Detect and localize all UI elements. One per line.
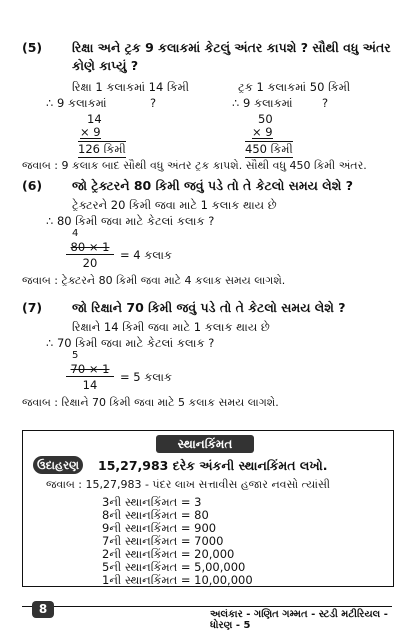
q6-therefore: ∴ 80 કિમી જવા માટે કેટલાં કલાક ? <box>46 214 215 228</box>
place-value-row: 2ની સ્થાનકિંમત = 20,000 <box>102 547 235 561</box>
place-value-row: 1ની સ્થાનકિંમત = 10,00,000 <box>102 573 253 587</box>
place-value-row: 8ની સ્થાનકિંમત = 80 <box>102 508 209 522</box>
q5-calc-left-result: 126 કિમી <box>78 142 126 156</box>
q5-question-mark-right: ? <box>322 96 329 110</box>
q6-question: જો ટ્રેક્ટરને 80 કિમી જવું પડે તો તે કેટલો સમય લેશે ? <box>72 178 353 193</box>
q7-cancel-top: 5 <box>72 350 79 361</box>
q7-numerator: 70 × 1 <box>66 362 114 377</box>
q7-question: જો રિક્ષાને 70 કિમી જવું પડે તો તે કેટલો સમય લેશે ? <box>72 300 346 315</box>
example-text: 15,27,983 દરેક અંકની સ્થાનકિંમત લખો. <box>98 458 328 473</box>
place-value-row: 3ની સ્થાનકિંમત = 3 <box>102 495 202 509</box>
place-value-title: સ્થાનકિંમત <box>156 435 254 453</box>
q7-therefore: ∴ 70 કિમી જવા માટે કેટલાં કલાક ? <box>46 336 215 350</box>
q5-calc-right-top: 50 <box>258 112 273 126</box>
q5-truck-rate: ટ્રક 1 કલાકમાં 50 કિમી <box>238 80 351 94</box>
q7-given: રિક્ષાને 14 કિમી જવા માટે 1 કલાક થાય છે <box>72 320 270 334</box>
place-value-row: 9ની સ્થાનકિંમત = 900 <box>102 521 217 535</box>
page-number: 8 <box>32 601 54 618</box>
q6-cancel-top: 4 <box>72 228 79 239</box>
q5-question-line1: રિક્ષા અને ટ્રક 9 કલાકમાં કેટલું અંતર કાપશે ? સૌથી વધુ અંતર <box>72 40 391 55</box>
q5-therefore-left: ∴ 9 કલાકમાં <box>46 96 107 110</box>
box-answer: જવાબ : 15,27,983 - પંદર લાખ સત્તાવીસ હજાર નવસો ત્યાંસી <box>46 478 331 491</box>
q6-result: = 4 કલાક <box>120 248 173 262</box>
q5-question-mark-left: ? <box>150 96 157 110</box>
place-value-row: 5ની સ્થાનકિંમત = 5,00,000 <box>102 560 246 574</box>
q6-number: (6) <box>22 178 43 193</box>
q5-rickshaw-rate: રિક્ષા 1 કલાકમાં 14 કિમી <box>72 80 190 94</box>
example-badge: ઉદાહરણ <box>33 456 83 474</box>
place-value-row: 7ની સ્થાનકિંમત = 7000 <box>102 534 224 548</box>
q5-calc-left-mult: × 9 <box>80 125 101 139</box>
footer-text: અલંકાર - ગણિત ગમ્મત - સ્ટડી મટીરિયલ - ધોરણ - 5 <box>210 609 388 631</box>
q6-numerator: 80 × 1 <box>66 240 114 255</box>
q7-answer: જવાબ : રિક્ષાને 70 કિમી જવા માટે 5 કલાક સમય લાગશે. <box>22 396 279 409</box>
q5-calc-left-top: 14 <box>87 112 102 126</box>
q7-result: = 5 કલાક <box>120 370 173 384</box>
q5-calc-right-mult: × 9 <box>252 125 273 139</box>
q5-therefore-right: ∴ 9 કલાકમાં <box>232 96 293 110</box>
q7-number: (7) <box>22 300 43 315</box>
q5-calc-right-result: 450 કિમી <box>245 142 293 156</box>
q5-answer: જવાબ : 9 કલાક બાદ સૌથી વધુ અંતર ટ્રક કાપશે. સૌથી વધુ 450 કિમી અંતર. <box>22 159 367 172</box>
q7-denominator: 14 <box>82 378 98 392</box>
q5-number: (5) <box>22 40 43 55</box>
q6-given: ટ્રેક્ટરને 20 કિમી જવા માટે 1 કલાક થાય છે <box>72 198 277 212</box>
q6-denominator: 20 <box>82 256 98 270</box>
q5-question-line2: કોણે કાપ્યું ? <box>72 58 139 73</box>
footer-divider <box>22 606 392 607</box>
q6-answer: જવાબ : ટ્રેક્ટરને 80 કિમી જવા માટે 4 કલાક સમય લાગશે. <box>22 274 286 287</box>
